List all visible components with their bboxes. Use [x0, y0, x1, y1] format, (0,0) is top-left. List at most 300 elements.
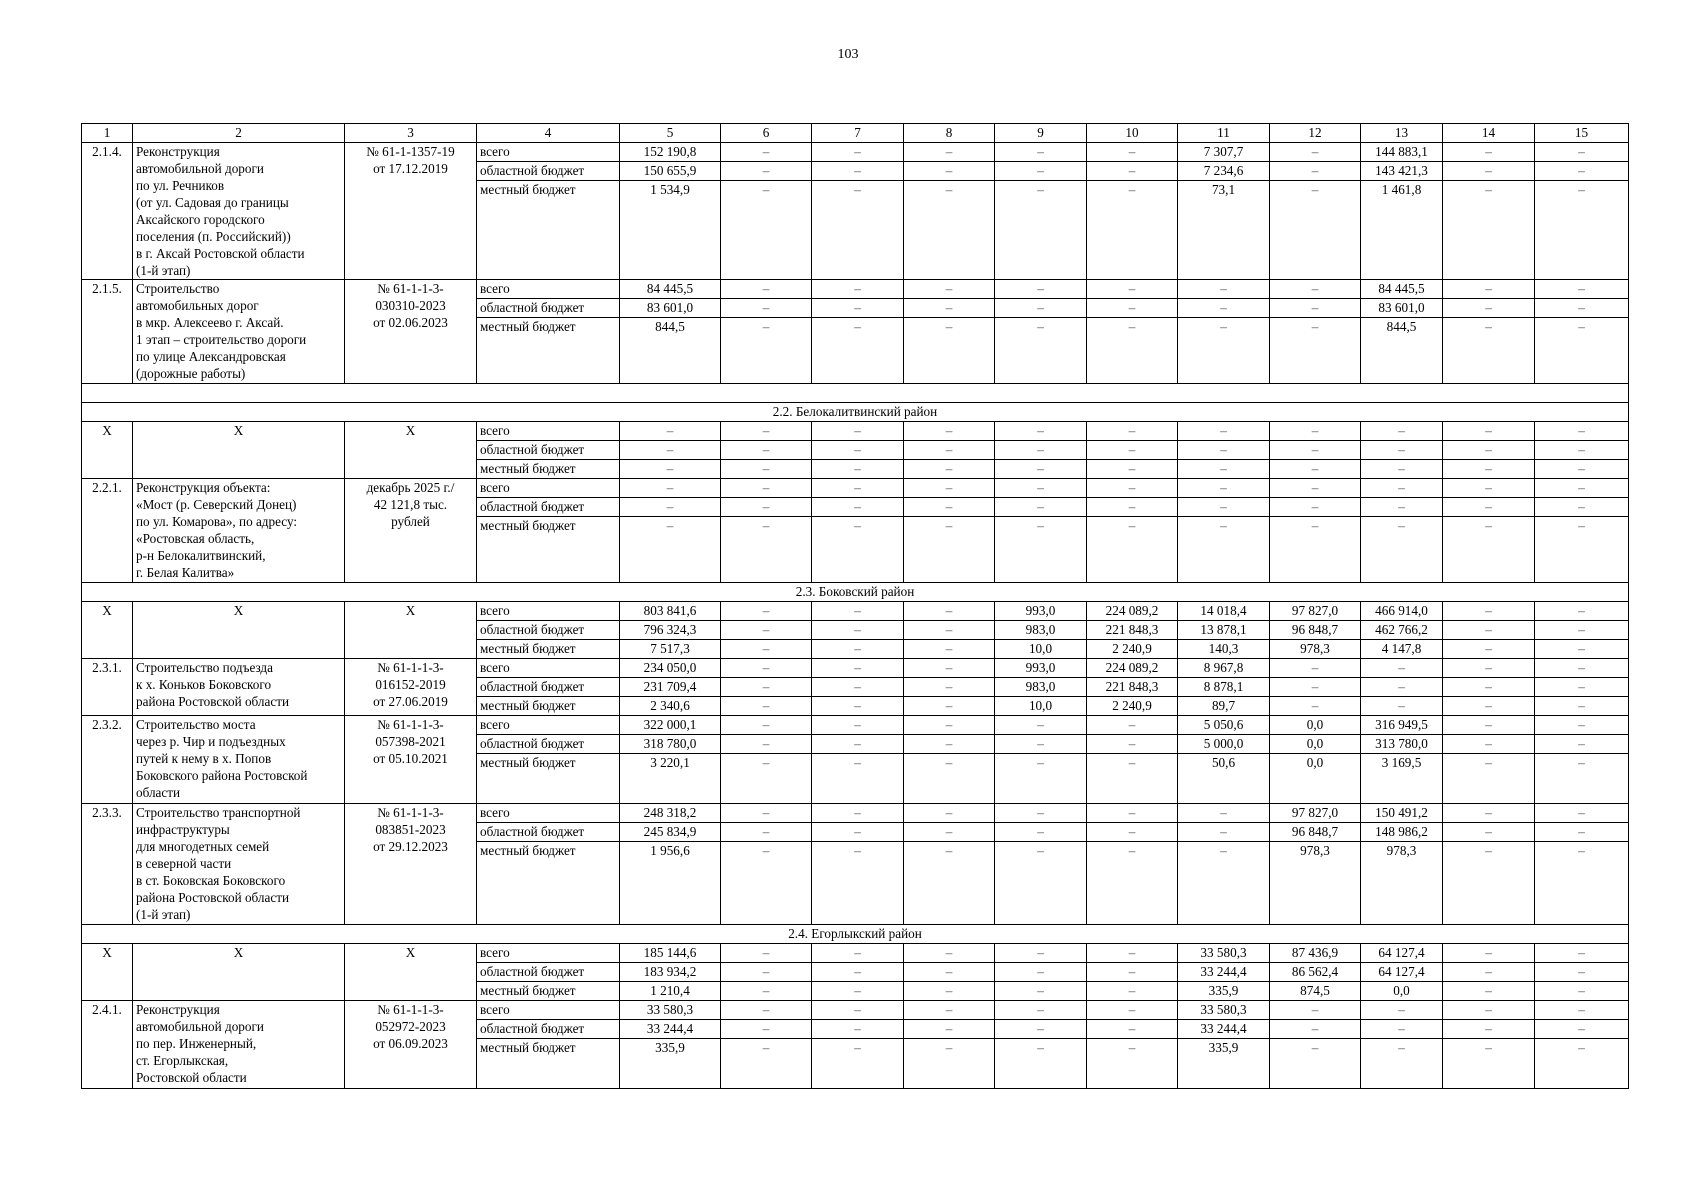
value-cell: – — [995, 1000, 1087, 1019]
value-cell: – — [721, 498, 812, 517]
value-cell: – — [721, 299, 812, 318]
value-cell: – — [1535, 1038, 1629, 1088]
funding-source-label: местный бюджет — [477, 181, 620, 280]
value-cell: 224 089,2 — [1087, 602, 1178, 621]
item-code: Х — [345, 602, 477, 659]
value-cell: – — [1535, 479, 1629, 498]
column-number-header: 4 — [477, 124, 620, 143]
item-number: Х — [82, 943, 133, 1000]
item-number: 2.1.4. — [82, 143, 133, 280]
value-cell: – — [721, 479, 812, 498]
funding-source-label: местный бюджет — [477, 1038, 620, 1088]
value-cell: – — [1270, 517, 1361, 583]
value-cell: – — [1443, 181, 1535, 280]
value-cell: 1 461,8 — [1361, 181, 1443, 280]
value-cell: – — [812, 943, 904, 962]
value-cell: 1 534,9 — [620, 181, 721, 280]
value-cell: – — [1087, 441, 1178, 460]
value-cell: – — [812, 318, 904, 384]
item-code: № 61-1-1-3- 057398-2021 от 05.10.2021 — [345, 716, 477, 804]
item-code: № 61-1-1357-19 от 17.12.2019 — [345, 143, 477, 280]
value-cell: 144 883,1 — [1361, 143, 1443, 162]
value-cell: – — [904, 318, 995, 384]
value-cell: – — [995, 479, 1087, 498]
table-row — [82, 143, 1629, 162]
value-cell: – — [1535, 842, 1629, 924]
value-cell: – — [1361, 479, 1443, 498]
value-cell: – — [1535, 754, 1629, 804]
value-cell: 97 827,0 — [1270, 804, 1361, 823]
value-cell: – — [1535, 697, 1629, 716]
item-code: декабрь 2025 г./ 42 121,8 тыс. рублей — [345, 479, 477, 583]
value-cell: – — [1361, 460, 1443, 479]
value-cell: 33 580,3 — [1178, 1000, 1270, 1019]
section-title: 2.2. Белокалитвинский район — [82, 403, 1629, 422]
value-cell: – — [1443, 1038, 1535, 1088]
value-cell: 983,0 — [995, 621, 1087, 640]
table-row — [82, 280, 1629, 299]
value-cell: – — [1270, 1019, 1361, 1038]
value-cell: – — [1535, 422, 1629, 441]
table-row — [82, 1000, 1629, 1019]
value-cell: 7 517,3 — [620, 640, 721, 659]
column-number-header: 10 — [1087, 124, 1178, 143]
value-cell: – — [904, 1019, 995, 1038]
value-cell: – — [1443, 842, 1535, 924]
value-cell: 803 841,6 — [620, 602, 721, 621]
item-code: Х — [345, 943, 477, 1000]
value-cell: – — [904, 659, 995, 678]
value-cell: – — [1535, 1000, 1629, 1019]
value-cell: – — [1087, 842, 1178, 924]
value-cell: – — [1178, 498, 1270, 517]
value-cell: – — [995, 735, 1087, 754]
value-cell: 150 491,2 — [1361, 804, 1443, 823]
item-number: 2.3.2. — [82, 716, 133, 804]
value-cell: – — [1087, 962, 1178, 981]
value-cell: 978,3 — [1270, 842, 1361, 924]
item-name: Реконструкция объекта: «Мост (р. Северский Донец) по ул. Комарова», по адресу: «Ростовская область, р-н Белокалитвинский, г. Белая Калитва» — [133, 479, 345, 583]
value-cell: 8 967,8 — [1178, 659, 1270, 678]
funding-source-label: местный бюджет — [477, 842, 620, 924]
value-cell: 1 210,4 — [620, 981, 721, 1000]
column-number-header: 13 — [1361, 124, 1443, 143]
value-cell: – — [1443, 640, 1535, 659]
value-cell: 322 000,1 — [620, 716, 721, 735]
value-cell: – — [1087, 479, 1178, 498]
value-cell: – — [1443, 735, 1535, 754]
value-cell: – — [721, 716, 812, 735]
value-cell: 3 169,5 — [1361, 754, 1443, 804]
value-cell: 221 848,3 — [1087, 678, 1178, 697]
value-cell: – — [995, 318, 1087, 384]
section-row — [82, 403, 1629, 422]
value-cell: 224 089,2 — [1087, 659, 1178, 678]
value-cell: – — [812, 1000, 904, 1019]
value-cell: – — [1535, 1019, 1629, 1038]
value-cell: – — [812, 517, 904, 583]
value-cell: – — [904, 162, 995, 181]
value-cell: – — [812, 441, 904, 460]
value-cell: 96 848,7 — [1270, 823, 1361, 842]
value-cell: – — [812, 162, 904, 181]
funding-source-label: местный бюджет — [477, 318, 620, 384]
value-cell: – — [1087, 143, 1178, 162]
value-cell: 316 949,5 — [1361, 716, 1443, 735]
value-cell: – — [812, 842, 904, 924]
funding-source-label: областной бюджет — [477, 823, 620, 842]
item-name: Х — [133, 943, 345, 1000]
value-cell: – — [1178, 479, 1270, 498]
value-cell: – — [995, 181, 1087, 280]
value-cell: – — [1535, 498, 1629, 517]
funding-source-label: всего — [477, 479, 620, 498]
value-cell: – — [620, 422, 721, 441]
value-cell: – — [904, 943, 995, 962]
item-number: Х — [82, 422, 133, 479]
value-cell: – — [1087, 280, 1178, 299]
value-cell: 335,9 — [1178, 1038, 1270, 1088]
value-cell: – — [1443, 754, 1535, 804]
value-cell: – — [1361, 422, 1443, 441]
value-cell: – — [1443, 517, 1535, 583]
value-cell: 64 127,4 — [1361, 943, 1443, 962]
value-cell: 844,5 — [1361, 318, 1443, 384]
value-cell: 143 421,3 — [1361, 162, 1443, 181]
value-cell: – — [620, 517, 721, 583]
funding-source-label: областной бюджет — [477, 162, 620, 181]
value-cell: – — [1535, 602, 1629, 621]
item-code: № 61-1-1-3- 030310-2023 от 02.06.2023 — [345, 280, 477, 384]
value-cell: 0,0 — [1361, 981, 1443, 1000]
item-name: Х — [133, 602, 345, 659]
value-cell: – — [1443, 602, 1535, 621]
value-cell: 13 878,1 — [1178, 621, 1270, 640]
value-cell: – — [1535, 181, 1629, 280]
value-cell: – — [721, 143, 812, 162]
value-cell: – — [1270, 318, 1361, 384]
value-cell: – — [995, 754, 1087, 804]
value-cell: – — [1535, 962, 1629, 981]
funding-source-label: областной бюджет — [477, 962, 620, 981]
value-cell: – — [995, 1038, 1087, 1088]
value-cell: – — [721, 1038, 812, 1088]
value-cell: – — [1443, 460, 1535, 479]
value-cell: – — [1443, 318, 1535, 384]
value-cell: 7 234,6 — [1178, 162, 1270, 181]
value-cell: 7 307,7 — [1178, 143, 1270, 162]
table-row — [82, 659, 1629, 678]
value-cell: 313 780,0 — [1361, 735, 1443, 754]
value-cell: – — [1535, 299, 1629, 318]
value-cell: 33 244,4 — [620, 1019, 721, 1038]
value-cell: – — [721, 602, 812, 621]
value-cell: – — [1535, 640, 1629, 659]
value-cell: 83 601,0 — [620, 299, 721, 318]
value-cell: 97 827,0 — [1270, 602, 1361, 621]
item-number: 2.1.5. — [82, 280, 133, 384]
value-cell: – — [812, 1038, 904, 1088]
table-row — [82, 804, 1629, 823]
value-cell: 978,3 — [1270, 640, 1361, 659]
column-number-header: 9 — [995, 124, 1087, 143]
value-cell: – — [995, 981, 1087, 1000]
value-cell: – — [1535, 280, 1629, 299]
funding-source-label: местный бюджет — [477, 981, 620, 1000]
value-cell: – — [1087, 943, 1178, 962]
value-cell: – — [1087, 735, 1178, 754]
value-cell: – — [904, 640, 995, 659]
column-number-header: 5 — [620, 124, 721, 143]
item-name: Реконструкция автомобильной дороги по ул. Речников (от ул. Садовая до границы Аксайского городского поселения (п. Российский)) в г. Аксай Ростовской области (1-й этап) — [133, 143, 345, 280]
value-cell: 140,3 — [1178, 640, 1270, 659]
value-cell: – — [721, 697, 812, 716]
value-cell: 33 580,3 — [1178, 943, 1270, 962]
item-name: Строительство моста через р. Чир и подъездных путей к нему в х. Попов Боковского района Ростовской области — [133, 716, 345, 804]
value-cell: 0,0 — [1270, 735, 1361, 754]
value-cell: – — [1535, 143, 1629, 162]
value-cell: – — [1443, 143, 1535, 162]
item-name: Х — [133, 422, 345, 479]
value-cell: – — [1535, 716, 1629, 735]
value-cell: – — [995, 962, 1087, 981]
value-cell: – — [721, 1019, 812, 1038]
value-cell: – — [995, 517, 1087, 583]
value-cell: – — [721, 1000, 812, 1019]
value-cell: – — [995, 422, 1087, 441]
value-cell: – — [812, 280, 904, 299]
value-cell: 73,1 — [1178, 181, 1270, 280]
value-cell: 978,3 — [1361, 842, 1443, 924]
item-code: № 61-1-1-3- 083851-2023 от 29.12.2023 — [345, 804, 477, 924]
value-cell: 10,0 — [995, 640, 1087, 659]
value-cell: 874,5 — [1270, 981, 1361, 1000]
value-cell: – — [1535, 318, 1629, 384]
value-cell: – — [904, 602, 995, 621]
value-cell: – — [904, 981, 995, 1000]
value-cell: – — [1270, 498, 1361, 517]
value-cell: – — [904, 422, 995, 441]
section-title: 2.4. Егорлыкский район — [82, 924, 1629, 943]
value-cell: – — [1087, 318, 1178, 384]
value-cell: – — [1270, 422, 1361, 441]
value-cell: – — [1178, 318, 1270, 384]
value-cell: – — [1443, 697, 1535, 716]
value-cell: – — [812, 981, 904, 1000]
value-cell: – — [1443, 498, 1535, 517]
value-cell: – — [1087, 981, 1178, 1000]
value-cell: – — [1087, 754, 1178, 804]
column-number-header: 1 — [82, 124, 133, 143]
value-cell: – — [1087, 1038, 1178, 1088]
value-cell: – — [812, 602, 904, 621]
value-cell: – — [1178, 422, 1270, 441]
item-number: 2.2.1. — [82, 479, 133, 583]
value-cell: – — [721, 943, 812, 962]
value-cell: 0,0 — [1270, 716, 1361, 735]
value-cell: – — [1443, 280, 1535, 299]
value-cell: – — [1270, 181, 1361, 280]
value-cell: – — [721, 981, 812, 1000]
value-cell: 993,0 — [995, 659, 1087, 678]
value-cell: – — [904, 735, 995, 754]
value-cell: – — [995, 162, 1087, 181]
value-cell: – — [995, 143, 1087, 162]
section-title: 2.3. Боковский район — [82, 583, 1629, 602]
value-cell: – — [721, 422, 812, 441]
value-cell: – — [904, 621, 995, 640]
value-cell: – — [1087, 823, 1178, 842]
funding-source-label: всего — [477, 280, 620, 299]
value-cell: – — [1270, 697, 1361, 716]
value-cell: – — [1087, 498, 1178, 517]
value-cell: – — [1443, 823, 1535, 842]
value-cell: 14 018,4 — [1178, 602, 1270, 621]
funding-source-label: всего — [477, 1000, 620, 1019]
value-cell: – — [721, 754, 812, 804]
value-cell: – — [995, 460, 1087, 479]
value-cell: – — [904, 441, 995, 460]
value-cell: 86 562,4 — [1270, 962, 1361, 981]
value-cell: – — [904, 1038, 995, 1088]
funding-source-label: местный бюджет — [477, 640, 620, 659]
value-cell: 221 848,3 — [1087, 621, 1178, 640]
value-cell: 993,0 — [995, 602, 1087, 621]
value-cell: – — [1270, 441, 1361, 460]
page-number: 103 — [837, 47, 859, 62]
value-cell: – — [1443, 1000, 1535, 1019]
column-number-header: 8 — [904, 124, 995, 143]
value-cell: – — [812, 735, 904, 754]
item-number: 2.3.1. — [82, 659, 133, 716]
value-cell: – — [1270, 479, 1361, 498]
value-cell: – — [721, 842, 812, 924]
value-cell: 84 445,5 — [1361, 280, 1443, 299]
value-cell: 5 000,0 — [1178, 735, 1270, 754]
value-cell: 96 848,7 — [1270, 621, 1361, 640]
funding-source-label: всего — [477, 602, 620, 621]
value-cell: – — [812, 640, 904, 659]
section-row — [82, 924, 1629, 943]
value-cell: – — [904, 842, 995, 924]
value-cell: – — [721, 280, 812, 299]
value-cell: – — [620, 498, 721, 517]
value-cell: – — [1535, 460, 1629, 479]
funding-source-label: всего — [477, 143, 620, 162]
value-cell: – — [1443, 621, 1535, 640]
value-cell: 33 244,4 — [1178, 962, 1270, 981]
value-cell: – — [904, 299, 995, 318]
value-cell: 50,6 — [1178, 754, 1270, 804]
value-cell: 245 834,9 — [620, 823, 721, 842]
value-cell: – — [721, 678, 812, 697]
value-cell: – — [812, 181, 904, 280]
value-cell: – — [1443, 804, 1535, 823]
value-cell: 231 709,4 — [620, 678, 721, 697]
value-cell: – — [721, 804, 812, 823]
value-cell: – — [721, 823, 812, 842]
value-cell: 844,5 — [620, 318, 721, 384]
value-cell: – — [1087, 181, 1178, 280]
value-cell: – — [812, 804, 904, 823]
value-cell: 2 240,9 — [1087, 697, 1178, 716]
value-cell: 5 050,6 — [1178, 716, 1270, 735]
value-cell: – — [1087, 460, 1178, 479]
value-cell: – — [995, 823, 1087, 842]
value-cell: – — [812, 678, 904, 697]
value-cell: – — [1087, 299, 1178, 318]
item-name: Реконструкция автомобильной дороги по пер. Инженерный, ст. Егорлыкская, Ростовской области — [133, 1000, 345, 1088]
value-cell: – — [1535, 441, 1629, 460]
value-cell: – — [1178, 842, 1270, 924]
value-cell: – — [812, 299, 904, 318]
funding-source-label: областной бюджет — [477, 621, 620, 640]
value-cell: 796 324,3 — [620, 621, 721, 640]
funding-source-label: местный бюджет — [477, 517, 620, 583]
value-cell: – — [812, 1019, 904, 1038]
value-cell: – — [995, 842, 1087, 924]
item-code: Х — [345, 422, 477, 479]
value-cell: – — [620, 479, 721, 498]
value-cell: – — [904, 804, 995, 823]
value-cell: – — [812, 823, 904, 842]
value-cell: 152 190,8 — [620, 143, 721, 162]
table-row — [82, 479, 1629, 498]
value-cell: – — [1361, 498, 1443, 517]
item-name: Строительство подъезда к х. Коньков Боковского района Ростовской области — [133, 659, 345, 716]
value-cell: – — [1178, 804, 1270, 823]
value-cell: – — [1087, 804, 1178, 823]
column-number-header: 3 — [345, 124, 477, 143]
value-cell: – — [904, 517, 995, 583]
value-cell: – — [1270, 162, 1361, 181]
funding-source-label: местный бюджет — [477, 754, 620, 804]
value-cell: 64 127,4 — [1361, 962, 1443, 981]
value-cell: 2 340,6 — [620, 697, 721, 716]
value-cell: – — [1270, 143, 1361, 162]
value-cell: – — [812, 962, 904, 981]
value-cell: 84 445,5 — [620, 280, 721, 299]
value-cell: – — [1270, 299, 1361, 318]
value-cell: – — [1361, 697, 1443, 716]
value-cell: 33 244,4 — [1178, 1019, 1270, 1038]
table-row — [82, 602, 1629, 621]
value-cell: – — [1535, 804, 1629, 823]
funding-source-label: областной бюджет — [477, 299, 620, 318]
value-cell: – — [904, 823, 995, 842]
value-cell: – — [1361, 659, 1443, 678]
value-cell: – — [1361, 441, 1443, 460]
value-cell: 150 655,9 — [620, 162, 721, 181]
funding-source-label: областной бюджет — [477, 735, 620, 754]
value-cell: – — [1270, 1038, 1361, 1088]
value-cell: – — [721, 640, 812, 659]
value-cell: – — [1087, 1019, 1178, 1038]
value-cell: – — [1178, 441, 1270, 460]
column-number-header: 14 — [1443, 124, 1535, 143]
value-cell: – — [1443, 479, 1535, 498]
value-cell: 4 147,8 — [1361, 640, 1443, 659]
value-cell: – — [1535, 823, 1629, 842]
funding-source-label: местный бюджет — [477, 697, 620, 716]
value-cell: – — [1178, 460, 1270, 479]
funding-source-label: местный бюджет — [477, 460, 620, 479]
value-cell: – — [1443, 678, 1535, 697]
column-number-header: 6 — [721, 124, 812, 143]
value-cell: 318 780,0 — [620, 735, 721, 754]
funding-source-label: всего — [477, 659, 620, 678]
value-cell: – — [721, 181, 812, 280]
